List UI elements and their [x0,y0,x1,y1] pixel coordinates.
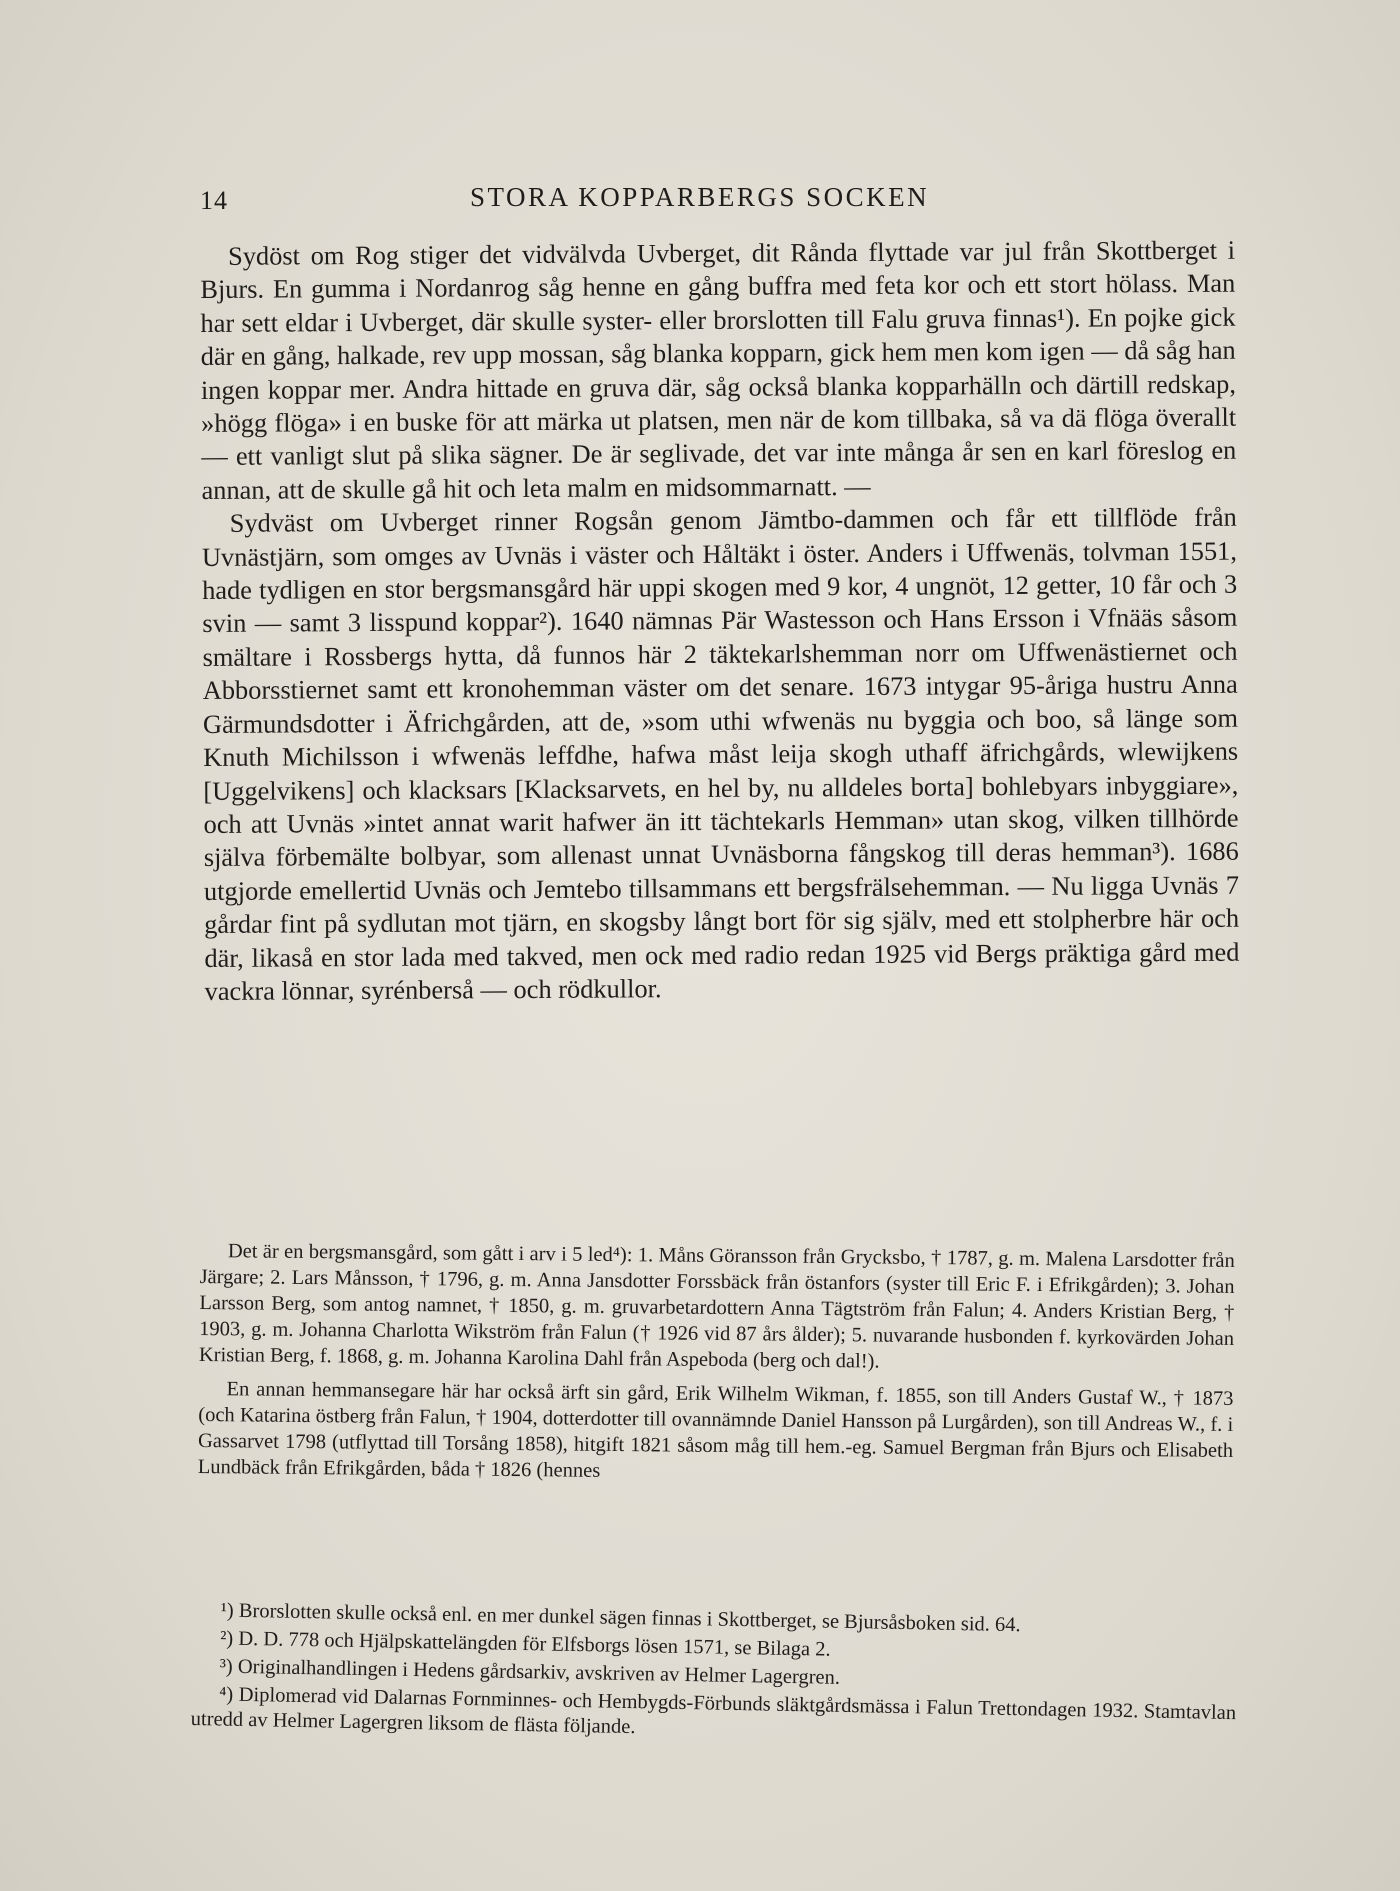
footnotes [190,1598,1237,1754]
paragraph: Sydöst om Rog stiger det vidvälvda Uvberget, dit Rånda flyttade var jul från Skottberget i Bjurs. En gumma i Nordanrog såg henne en gång buffra med feta kor och ett stort hölass. Man har sett eldar i Uvberget, där skulle syster- eller brorslotten till Falu gruva finnas¹). En pojke gick där en gång, halkade, rev upp mossan, såg blanka kopparn, gick hem men kom igen — då såg han ingen koppar mer. Andra hittade en gruva där, såg också blanka kopparhälln och därtill redskap, »högg flöga» i en buske för att märka ut platsen, men när de kom tillbaka, så va dä flöga överallt — ett vanligt slut på slika sägner. De är seglivade, det var inte många år sen en karl föreslog en annan, att de skulle gå hit och leta malm en midsommarnatt. — [200,234,1237,505]
footnote-4: ⁴) Diplomerad vid Dalarnas Fornminnes- och Hembygds-Förbunds släktgårdsmässa i Falun Trettondagen 1932. Stamtavlan utredd av Helmer Lagergren liksom de flästa följande. [190,1683,1237,1739]
footnote-3: ³) Originalhandlingen i Hedens gårdsarkiv, avskriven av Helmer Lagergren. [219,1655,841,1689]
footnote-2: ²) D. D. 778 och Hjälpskattelängden för Elfsborgs lösen 1571, se Bilaga 2. [220,1627,831,1661]
main-text [200,234,1240,1009]
small-print-paragraph: En annan hemmansegare här har också ärft sin gård, Erik Wilhelm Wikman, f. 1855, son till Anders Gustaf W., † 1873 (och Katarina östberg från Falun, † 1904, dotterdotter till ovannämnde Daniel Hansson på Lurgården), son till Andreas W., f. i Gassarvet 1798 (utflyttad till Torsång 1858), hitgift 1821 såsom måg till hem.-eg. Samuel Bergman från Bjurs och Elisabeth Lundbäck från Efrikgården, båda † 1826 (hennes [197,1378,1234,1482]
page-header [200,180,1235,220]
footnote-1: ¹) Brorslotten skulle också enl. en mer dunkel sägen finnas i Skottberget, se Bjursåsboken sid. 64. [220,1599,1021,1637]
page-number: 14 [200,186,228,215]
paragraph: Sydväst om Uvberget rinner Rogsån genom Jämtbo-dammen och får ett tillflöde från Uvnästjärn, som omges av Uvnäs i väster och Håltäkt i öster. Anders i Uffwenäs, tolvman 1551, hade tydligen en stor bergsmansgård här uppi skogen med 9 kor, 4 ungnöt, 12 getter, 10 får och 3 svin — samt 3 lisspund koppar²). 1640 nämnas Pär Wastesson och Hans Ersson i Vfnääs såsom smältare i Rossbergs hytta, då funnos här 2 täktekarlshemman norr om Uffwenästiernet och Abborsstiernet samt ett kronohemman väster om det senare. 1673 intygar 95-åriga hustru Anna Gärmundsdotter i Äfrichgården, att de, »som uthi wfwenäs nu byggia och boo, så länge som Knuth Michilsson i wfwenäs leffdhe, hafwa måst leija skogh uthaff äfrichgårds, wlewijkens [Uggelvikens] och klacksars [Klacksarvets, en hel by, nu alldeles borta] bohlebyars inbyggiare», och att Uvnäs »intet annat warit hafwer än itt tächtekarls Hemman» utan skog, vilken tillhörde själva förbemälte bolbyar, som allenast unnat Uvnäsborna fångskog till deras hemman³). 1686 utgjorde emellertid Uvnäs och Jemtebo tillsammans ett bergsfrälsehemman. — Nu ligga Uvnäs 7 gårdar fint på sydlutan mot tjärn, en skogsby långt bort för sig själv, med ett stolpherbre här och där, likaså en stor lada med takved, men ock med radio redan 1925 vid Bergs präktiga gård med vackra lönnar, syrénberså — och rödkullor. [201,501,1240,1006]
small-print-paragraph: Det är en bergsmansgård, som gått i arv i 5 led⁴): 1. Måns Göransson från Grycksbo, † 1787, g. m. Malena Larsdotter från Järgare; 2. Lars Månsson, † 1796, g. m. Anna Jansdotter Forssbäck från östanfors (syster till Eric F. i Efrikgården); 3. Johan Larsson Berg, som antog namnet, † 1850, g. m. gruvarbetardottern Anna Tägtström från Falun; 4. Anders Kristian Berg, † 1903, g. m. Johanna Charlotta Wikström från Falun († 1926 vid 87 års ålder); 5. nuvarande husbonden f. kyrkovärden Johan Kristian Berg, f. 1868, g. m. Johanna Karolina Dahl från Aspeboda (berg och dal!). [198,1240,1235,1373]
running-head: STORA KOPPARBERGS SOCKEN [470,182,930,212]
small-print-section [198,1238,1235,1498]
